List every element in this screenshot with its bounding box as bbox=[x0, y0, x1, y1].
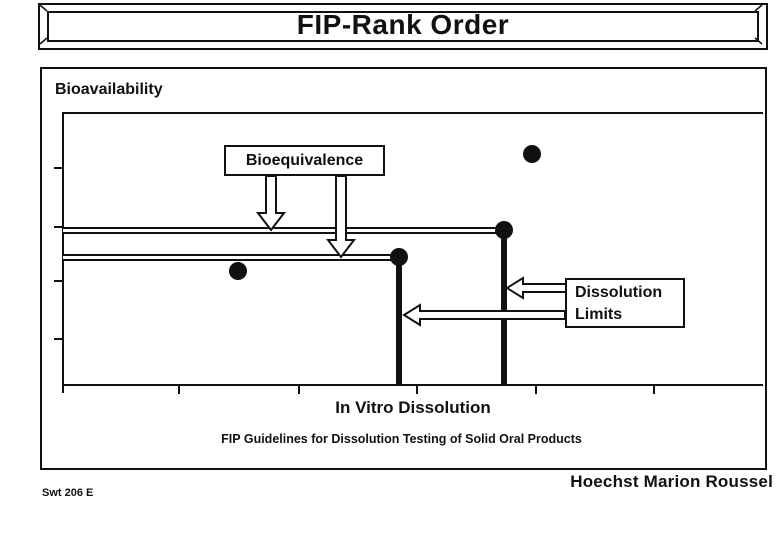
dissolution-arrow-lower-icon bbox=[403, 304, 566, 327]
bioequivalence-arrow-upper-icon bbox=[257, 176, 285, 232]
bioequivalence-callout-box bbox=[224, 145, 385, 176]
y-axis-line bbox=[62, 112, 64, 393]
dissolution-limits-label-line1: Dissolution bbox=[575, 284, 663, 301]
y-axis-tick bbox=[54, 226, 63, 228]
dissolution-limits-label-line2: Limits bbox=[575, 306, 623, 323]
bioequivalence-arrow-lower-icon bbox=[327, 176, 355, 259]
chart-caption: FIP Guidelines for Dissolution Testing of Solid Oral Products bbox=[221, 432, 582, 446]
slide-title: FIP-Rank Order bbox=[296, 9, 510, 40]
title-frame bbox=[38, 3, 768, 50]
y-axis-tick bbox=[54, 280, 63, 282]
x-axis-tick bbox=[535, 386, 537, 394]
plot-top-border bbox=[63, 112, 763, 114]
data-point bbox=[523, 145, 541, 163]
dissolution-limits-callout-box bbox=[565, 278, 685, 328]
y-axis-tick bbox=[54, 338, 63, 340]
data-point bbox=[495, 221, 513, 239]
footer-slide-code: Swt 206 E bbox=[42, 487, 94, 499]
brand-name: Hoechst Marion Roussel bbox=[570, 472, 773, 491]
y-axis-tick bbox=[54, 167, 63, 169]
x-axis-tick bbox=[298, 386, 300, 394]
x-axis-tick bbox=[653, 386, 655, 394]
x-axis-tick bbox=[416, 386, 418, 394]
dissolution-arrow-upper-icon bbox=[506, 277, 567, 300]
x-axis-label: In Vitro Dissolution bbox=[335, 398, 491, 417]
dissolution-limit-bar bbox=[396, 257, 402, 385]
data-point bbox=[229, 262, 247, 280]
x-axis-line bbox=[63, 384, 763, 386]
y-axis-label: Bioavailability bbox=[55, 81, 163, 98]
bioequivalence-label: Bioequivalence bbox=[245, 152, 364, 169]
x-axis-tick bbox=[178, 386, 180, 394]
